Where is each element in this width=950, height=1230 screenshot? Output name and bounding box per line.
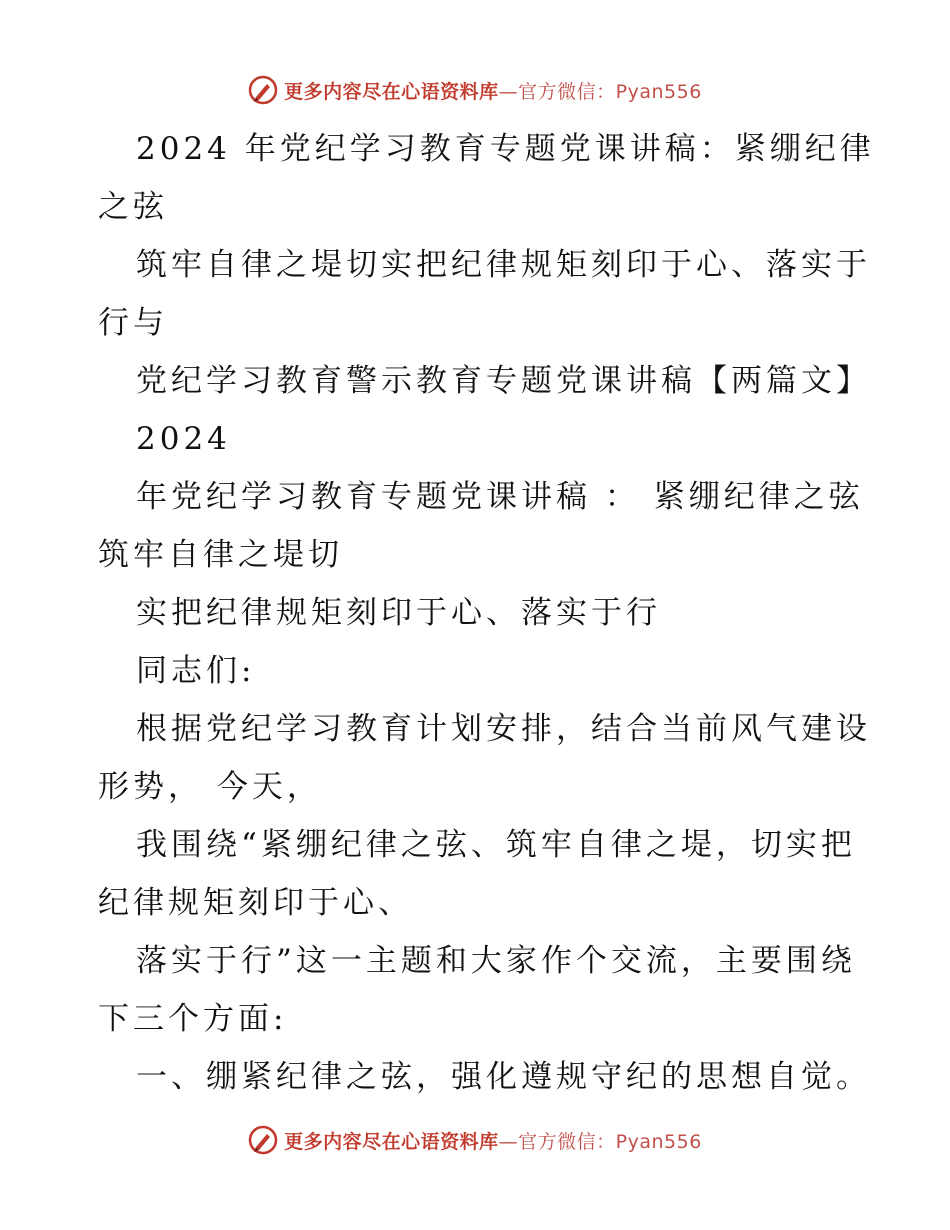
- header-watermark-text: 更多内容尽在心语资料库—官方微信：Pyan556: [284, 80, 702, 103]
- footer-watermark-text: 更多内容尽在心语资料库—官方微信：Pyan556: [284, 1130, 702, 1153]
- footer-watermark: [0, 1120, 950, 1160]
- text-line: 纪律规矩刻印于心、: [98, 885, 413, 921]
- header-watermark: [0, 70, 950, 110]
- text-line: 下三个方面:: [98, 1001, 288, 1037]
- text-line: 筑牢自律之堤切实把纪律规矩刻印于心、落实于: [136, 247, 871, 283]
- text-line: 同志们:: [136, 653, 256, 689]
- text-line: 2024: [136, 421, 231, 457]
- text-line: 形势， 今天，: [98, 769, 322, 805]
- text-line: 之弦: [98, 189, 168, 225]
- text-line: 落实于行”这一主题和大家作个交流，主要围绕: [136, 943, 856, 979]
- text-line: 年党纪学习教育专题党课讲稿 ： 紧绷纪律之弦: [136, 479, 864, 515]
- text-line: 2024 年党纪学习教育专题党课讲稿：紧绷纪律: [136, 131, 875, 167]
- text-line: 党纪学习教育警示教育专题党课讲稿【两篇文】: [136, 363, 871, 399]
- document-body: [98, 120, 875, 1106]
- pen-logo-icon: [248, 1125, 278, 1155]
- text-line: 一、绷紧纪律之弦，强化遵规守纪的思想自觉。: [136, 1059, 871, 1095]
- pen-logo-icon: [248, 75, 278, 105]
- text-line: 我围绕“紧绷纪律之弦、筑牢自律之堤，切实把: [136, 827, 856, 863]
- text-line: 根据党纪学习教育计划安排，结合当前风气建设: [136, 711, 871, 747]
- text-line: 实把纪律规矩刻印于心、落实于行: [136, 595, 661, 631]
- text-line: 行与: [98, 305, 168, 341]
- text-line: 筑牢自律之堤切: [98, 537, 343, 573]
